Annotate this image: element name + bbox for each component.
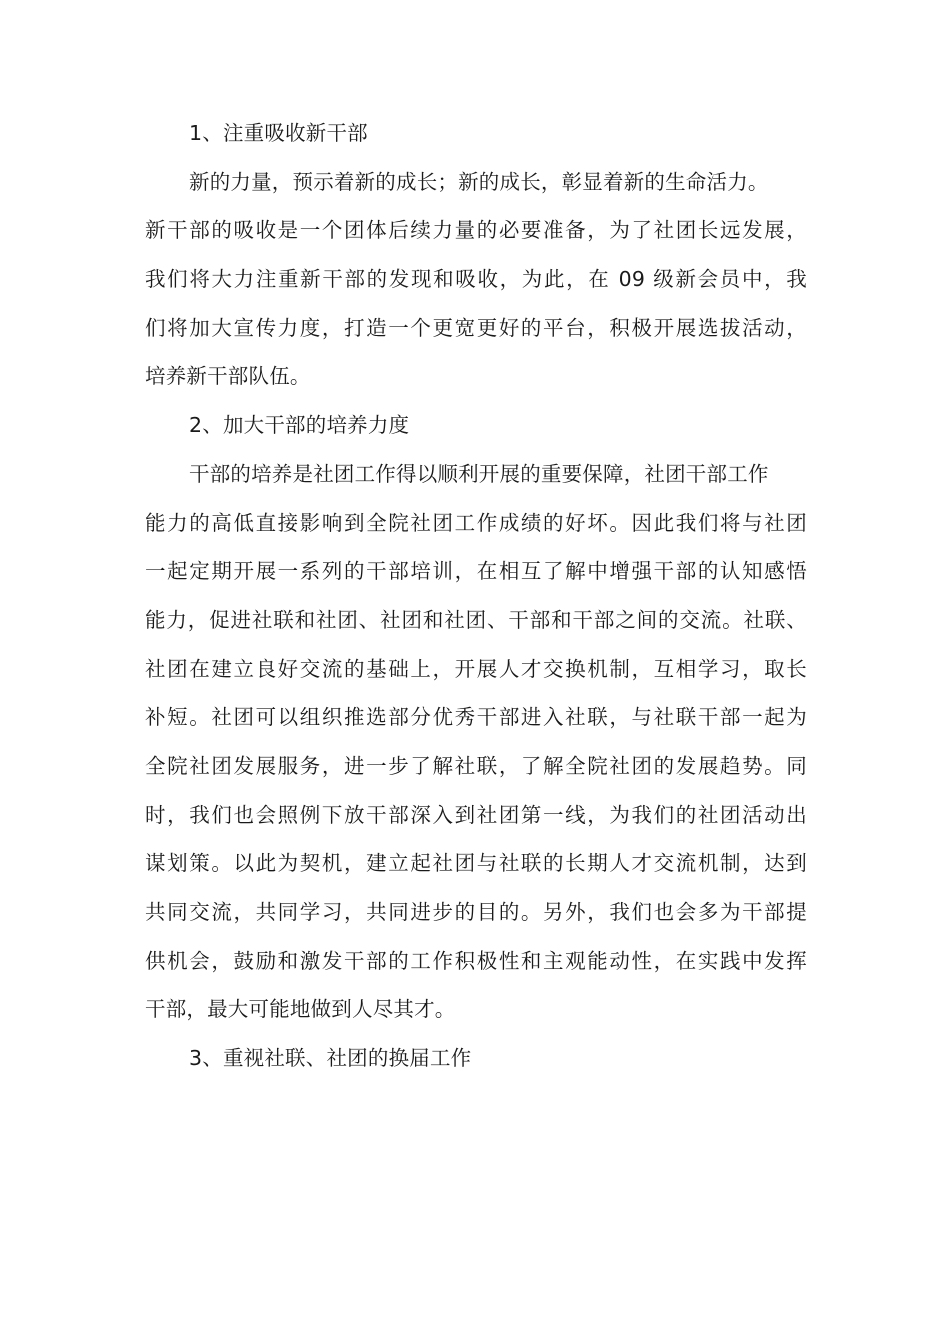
paragraph-line: 培养新干部队伍。 xyxy=(145,364,311,389)
section-heading-2: 2、加大干部的培养力度 xyxy=(189,413,410,438)
paragraph-line: 社团在建立良好交流的基础上，开展人才交换机制，互相学习，取长 xyxy=(145,656,807,681)
section-heading-3: 3、重视社联、社团的换届工作 xyxy=(189,1046,472,1071)
paragraph-line: 谋划策。以此为契机，建立起社团与社联的长期人才交流机制，达到 xyxy=(145,851,807,876)
paragraph-line: 补短。社团可以组织推选部分优秀干部进入社联，与社联干部一起为 xyxy=(145,705,807,730)
paragraph-line: 时，我们也会照例下放干部深入到社团第一线，为我们的社团活动出 xyxy=(145,802,807,827)
paragraph-line: 我们将大力注重新干部的发现和吸收，为此，在 09 级新会员中，我 xyxy=(145,267,807,292)
paragraph-line: 们将加大宣传力度，打造一个更宽更好的平台，积极开展选拔活动， xyxy=(145,315,807,340)
paragraph-line: 能力，促进社联和社团、社团和社团、干部和干部之间的交流。社联、 xyxy=(145,607,807,632)
paragraph-line: 干部的培养是社团工作得以顺利开展的重要保障，社团干部工作 xyxy=(189,461,769,486)
paragraph-line: 干部，最大可能地做到人尽其才。 xyxy=(145,997,456,1022)
section-heading-1: 1、注重吸收新干部 xyxy=(189,121,368,145)
paragraph-line: 共同交流，共同学习，共同进步的目的。另外，我们也会多为干部提 xyxy=(145,900,807,924)
paragraph-line: 新干部的吸收是一个团体后续力量的必要准备，为了社团长远发展， xyxy=(145,218,807,243)
paragraph-line: 能力的高低直接影响到全院社团工作成绩的好坏。因此我们将与社团 xyxy=(145,510,807,535)
document-body xyxy=(145,109,807,1083)
paragraph-line: 供机会，鼓励和激发干部的工作积极性和主观能动性，在实践中发挥 xyxy=(145,948,807,973)
paragraph-line: 一起定期开展一系列的干部培训，在相互了解中增强干部的认知感悟 xyxy=(145,559,807,584)
paragraph-line: 新的力量，预示着新的成长；新的成长，彰显着新的生命活力。 xyxy=(189,169,769,194)
paragraph-line: 全院社团发展服务，进一步了解社联，了解全院社团的发展趋势。同 xyxy=(145,753,807,778)
